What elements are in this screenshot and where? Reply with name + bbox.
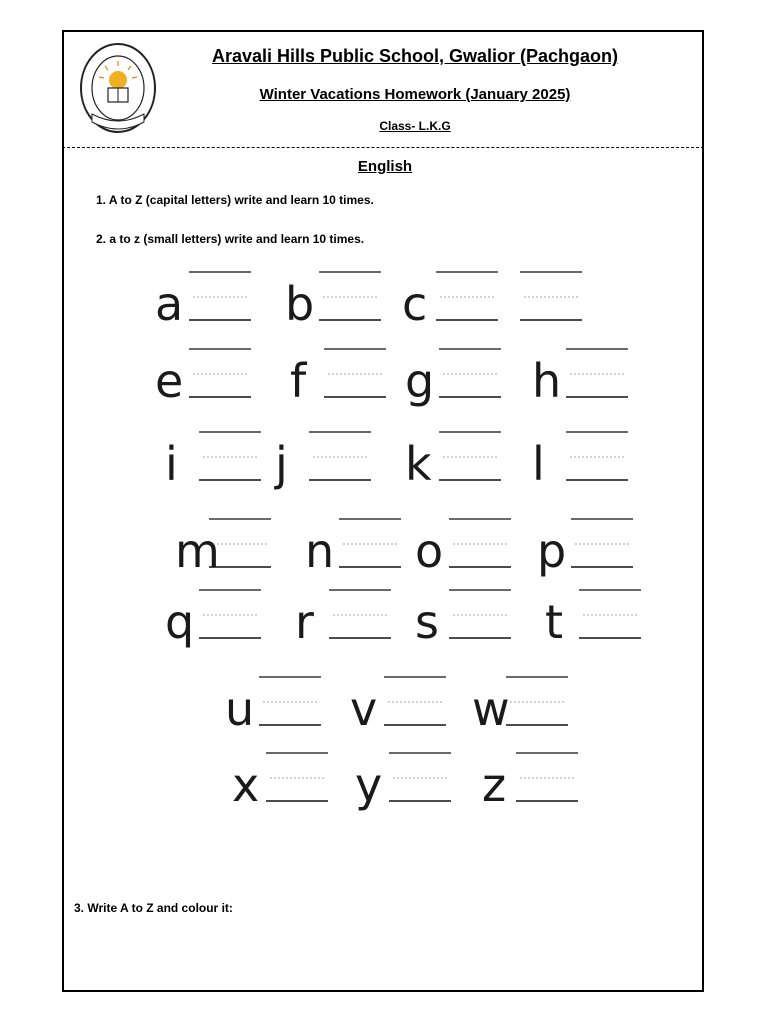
task-3: 3. Write A to Z and colour it: xyxy=(74,901,233,915)
tracing-letter-n: n xyxy=(305,524,335,578)
tracing-letter-e: e xyxy=(155,354,184,408)
tracing-letter-g: g xyxy=(405,354,435,408)
tracing-letter-s: s xyxy=(415,595,439,649)
tracing-letter-u: u xyxy=(225,682,255,736)
tracing-letter-p: p xyxy=(537,524,567,578)
tracing-letter-v: v xyxy=(350,682,378,736)
tracing-letter-w: w xyxy=(472,682,510,736)
tracing-letter-r: r xyxy=(295,595,314,649)
tracing-letter-y: y xyxy=(355,758,383,812)
tracing-letter-o: o xyxy=(415,524,444,578)
tracing-letter-t: t xyxy=(545,595,564,649)
tracing-letter-f: f xyxy=(290,354,307,408)
header-divider xyxy=(62,147,704,148)
tracing-letter-m: m xyxy=(175,524,220,578)
tracing-letter-a: a xyxy=(155,277,184,331)
tracing-letter-h: h xyxy=(532,354,562,408)
tracing-letter-x: x xyxy=(232,758,260,812)
tracing-letter-z: z xyxy=(482,758,507,812)
section-title: English xyxy=(357,158,413,175)
school-logo xyxy=(78,42,158,138)
tracing-letter-j: j xyxy=(275,437,288,491)
tracing-letter-q: q xyxy=(165,595,195,649)
tracing-letter-l: l xyxy=(532,437,545,491)
tracing-letter-k: k xyxy=(405,437,432,491)
tracing-letter-c: c xyxy=(402,277,428,331)
tracing-letter-i: i xyxy=(165,437,178,491)
class-label: Class- L.K.G xyxy=(379,119,451,133)
task-1: 1. A to Z (capital letters) write and learn 10 times. xyxy=(96,193,374,207)
homework-title: Winter Vacations Homework (January 2025) xyxy=(259,86,571,103)
school-name: Aravali Hills Public School, Gwalior (Pachgaon) xyxy=(211,46,619,66)
task-2: 2. a to z (small letters) write and learn 10 times. xyxy=(96,232,365,246)
tracing-letter-b: b xyxy=(285,277,315,331)
